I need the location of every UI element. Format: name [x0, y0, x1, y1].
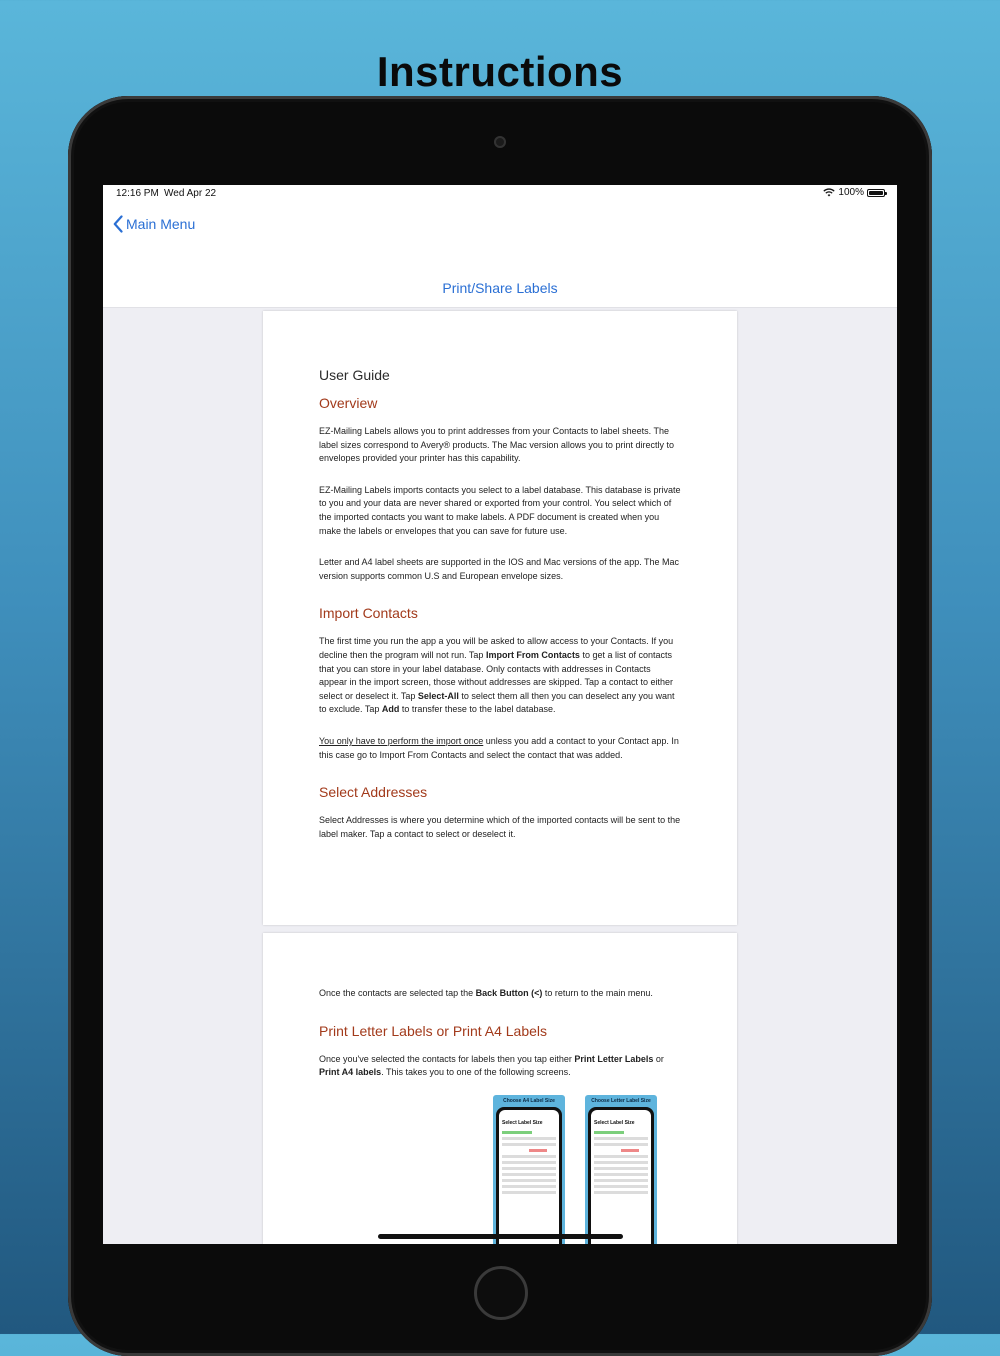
wifi-icon: [823, 188, 835, 197]
select-addresses-paragraph: Select Addresses is where you determine which of the imported contacts will be sent to the label maker. Tap a contact to select or deselect it.: [319, 815, 681, 839]
device-screen: [103, 185, 897, 1244]
back-button-paragraph: Once the contacts are selected tap the Back Button (<) to return to the main menu.: [319, 988, 653, 998]
camera-icon: [494, 136, 506, 148]
print-share-labels-button[interactable]: Print/Share Labels: [442, 280, 558, 296]
status-indicators: [823, 187, 885, 198]
select-addresses-heading: Select Addresses: [319, 784, 428, 801]
print-labels-heading: Print Letter Labels or Print A4 Labels: [319, 1022, 548, 1039]
overview-paragraph-3: Letter and A4 label sheets are supported in the IOS and Mac versions of the app. The Mac version supports common U.S and European envelope sizes.: [319, 557, 680, 581]
status-bar: [103, 185, 897, 207]
back-button-label: Main Menu: [126, 216, 196, 232]
overview-paragraph-2: EZ-Mailing Labels imports contacts you select to a label database. This database is private to you and your data are never shared or exported from your control. You select which of the imported contacts you want to make labels. A PDF document is created when you make the labels or envelopes that you can save for future use.: [319, 484, 681, 536]
headline: Instructions: [376, 48, 624, 95]
overview-heading: Overview: [319, 395, 378, 411]
back-button[interactable]: [113, 215, 195, 233]
print-labels-paragraph: Once you've selected the contacts for labels then you tap either Print Letter Labels or Print A4 labels. This takes you to one of the following screens.: [319, 1053, 664, 1078]
guide-title: User Guide: [319, 367, 390, 383]
battery-percent: 100%: [838, 187, 864, 198]
ipad-frame: [68, 96, 932, 1356]
navigation-bar: [103, 207, 897, 308]
letter-label-size-thumbnail: Choose Letter Label Size Select Label Size: [585, 1095, 657, 1244]
document-page-1: [263, 311, 737, 925]
status-date: Wed Apr 22: [164, 188, 217, 199]
overview-paragraph-1: EZ-Mailing Labels allows you to print addresses from your Contacts to label sheets. The label sizes correspond to Avery® products. The Mac version allows you to print directly to envelopes provided your printer has this capability.: [319, 426, 674, 464]
document-page-2: [263, 933, 737, 1244]
home-button[interactable]: [474, 1266, 528, 1320]
screenshot-thumbnails: [493, 1095, 657, 1244]
status-time: 12:16 PM: [116, 188, 159, 199]
a4-label-size-thumbnail: Choose A4 Label Size Select Label Size: [493, 1095, 565, 1244]
chevron-left-icon: [113, 215, 123, 233]
import-paragraph-2: You only have to perform the import once unless you add a contact to your Contact app. In this case go to Import From Contacts and select the contact that was added.: [319, 735, 679, 760]
home-indicator[interactable]: [378, 1234, 623, 1239]
import-contacts-heading: Import Contacts: [319, 605, 418, 622]
import-paragraph-1: The first time you run the app a you will be asked to allow access to your Contacts. If you decline then the program will not run. Tap Import From Contacts to get a list of contacts that you can store in your label database. Only contacts with addresses in Contacts appear in the import screen, those without addresses are skipped. Tap a contact to either select or deselect it. Tap Select-All to select them all then you can deselect any you want to exclude. Tap Add to transfer these to the label database.: [319, 636, 675, 715]
battery-icon: [867, 189, 885, 197]
